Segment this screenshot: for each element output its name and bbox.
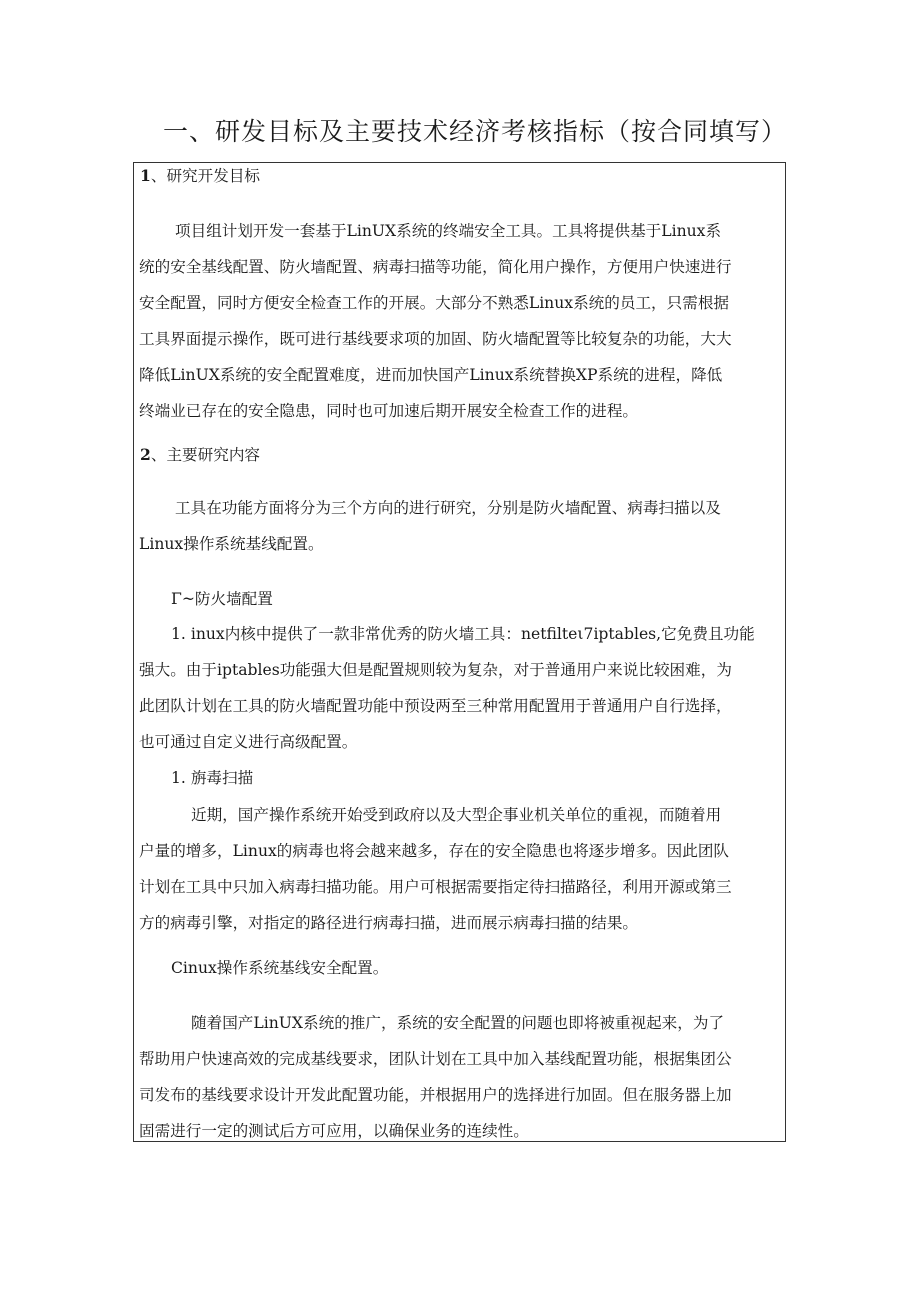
baseline-line: 随着国产LinUX系统的推广，系统的安全配置的问题也即将被重视起来，为了 [191, 1014, 725, 1032]
virus-scan-subheading: 1. 旃毒扫描 [171, 769, 254, 787]
firewall-line: 此团队计划在工具的防火墙配置功能中预设两至三种常用配置用于普通用户自行选择， [139, 697, 732, 715]
section-2-heading-text: 、主要研究内容 [150, 446, 261, 464]
baseline-subheading: Cinux操作系统基线安全配置。 [171, 959, 389, 977]
section-1-line: 项目组计划开发一套基于LinUX系统的终端安全工具。工具将提供基于Linux系 [175, 222, 722, 240]
section-2-intro-line: Linux操作系统基线配置。 [139, 535, 324, 553]
section-1-number: 1 [140, 166, 151, 185]
section-1-line: 降低LinUX系统的安全配置难度，进而加快国产Linux系统替换XP系统的进程，降低 [139, 366, 723, 384]
section-1-line: 安全配置，同时方便安全检查工作的开展。大部分不熟悉Linux系统的员工，只需根据 [139, 294, 730, 312]
baseline-line: 司发布的基线要求设计开发此配置功能，并根据用户的选择进行加固。但在服务器上加 [139, 1086, 732, 1104]
virus-scan-line: 近期，国产操作系统开始受到政府以及大型企事业机关单位的重视，而随着用 [191, 806, 722, 824]
virus-scan-line: 方的病毒引擎，对指定的路径进行病毒扫描，进而展示病毒扫描的结果。 [139, 914, 639, 932]
firewall-subheading: Γ~防火墙配置 [171, 590, 273, 608]
section-2-heading [140, 445, 260, 465]
section-2-number: 2 [140, 445, 151, 464]
section-1-line: 工具界面提示操作，既可进行基线要求项的加固、防火墙配置等比较复杂的功能，大大 [139, 330, 732, 348]
baseline-line: 固需进行一定的测试后方可应用，以确保业务的连续性。 [139, 1122, 529, 1140]
section-1-line: 终端业已存在的安全隐患，同时也可加速后期开展安全检查工作的进程。 [139, 402, 639, 420]
section-1-line: 统的安全基线配置、防火墙配置、病毒扫描等功能，简化用户操作，方便用户快速进行 [139, 258, 732, 276]
section-1-heading-text: 、研究开发目标 [150, 167, 261, 185]
firewall-line: 强大。由于iptables功能强大但是配置规则较为复杂，对于普通用户来说比较困难，为 [139, 661, 732, 679]
firewall-line: 也可通过自定义进行高级配置。 [139, 733, 358, 751]
baseline-line: 帮助用户快速高效的完成基线要求，团队计划在工具中加入基线配置功能，根据集团公 [139, 1050, 732, 1068]
virus-scan-line: 户量的增多，Linux的病毒也将会越来越多，存在的安全隐患也将逐步增多。因此团队 [139, 842, 730, 860]
section-2-intro-line: 工具在功能方面将分为三个方向的进行研究，分别是防火墙配置、病毒扫描以及 [175, 499, 721, 517]
firewall-line: 1. inux内核中提供了一款非常优秀的防火墙工具：netfilteι7iptables,它免费且功能 [171, 625, 755, 643]
page-title: 一、研发目标及主要技术经济考核指标（按合同填写） [163, 117, 788, 146]
section-1-heading [140, 166, 260, 186]
virus-scan-line: 计划在工具中只加入病毒扫描功能。用户可根据需要指定待扫描路径，利用开源或第三 [139, 878, 732, 896]
